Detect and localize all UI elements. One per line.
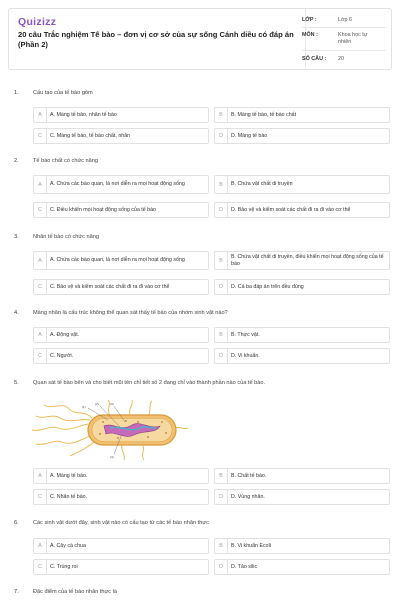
option-letter: C <box>34 349 47 363</box>
meta-divider <box>302 27 386 28</box>
answer-option-c[interactable] <box>33 128 209 144</box>
option-letter: A <box>34 328 47 342</box>
answer-option-a[interactable] <box>33 538 209 554</box>
meta-subject-label: MÔN : <box>302 32 318 38</box>
answer-option-a[interactable] <box>33 468 209 484</box>
option-letter: D <box>215 280 228 294</box>
answer-option-a[interactable] <box>33 175 209 194</box>
question-text: Tế bào chất có chức năng <box>33 158 99 164</box>
meta-grade-value: Lớp 6 <box>338 17 353 23</box>
option-text: C. Màng tế bào, tế bào chất, nhân <box>50 132 131 139</box>
question-text: Quan sát tế bào bên và cho biết mũi tên chỉ tiết số 2 đang chỉ vào thành phần nào của tế bào. <box>33 380 265 386</box>
answer-option-b[interactable] <box>214 468 390 484</box>
option-text: A. Động vật. <box>50 331 80 338</box>
question-number: 3. <box>14 234 19 240</box>
answer-option-c[interactable] <box>33 348 209 364</box>
option-text: C. Trùng roi <box>50 563 78 570</box>
option-letter: B <box>215 539 228 553</box>
answer-option-c[interactable] <box>33 489 209 505</box>
figure-label: (2) <box>95 402 99 406</box>
figure-label: (3) <box>110 402 114 406</box>
option-text: C. Điều khiển mọi hoạt động sống của tế bào <box>50 206 157 213</box>
option-text: A. Chứa các bào quan, là nơi diễn ra mọi hoạt động sống <box>50 181 185 187</box>
answer-option-c[interactable] <box>33 559 209 575</box>
option-letter: B <box>215 252 228 269</box>
option-text: D. Tảo silic <box>231 563 258 570</box>
figure-label: (4) <box>110 455 114 459</box>
meta-count-label: SỐ CÂU : <box>302 56 327 62</box>
option-letter: C <box>34 560 47 574</box>
option-letter: A <box>34 108 47 122</box>
answer-option-a[interactable] <box>33 327 209 343</box>
option-text: C. Người. <box>50 352 74 359</box>
meta-grade-label: LỚP : <box>302 17 317 23</box>
meta-subject-value: Khoa học tự nhiên <box>338 32 368 45</box>
question-number: 2. <box>14 158 19 164</box>
question-text: Màng nhân là cấu trúc không thể quan sát thấy tế bào của nhóm sinh vật nào? <box>33 310 228 316</box>
answer-option-d[interactable] <box>214 128 390 144</box>
answer-option-d[interactable] <box>214 348 390 364</box>
answer-option-b[interactable] <box>214 538 390 554</box>
option-text: A. Màng tế bào. <box>50 472 88 479</box>
answer-option-b[interactable] <box>214 175 390 194</box>
bacteria-cell-figure <box>30 400 190 460</box>
option-text: D. Màng tế bào <box>231 132 268 139</box>
option-letter: D <box>215 560 228 574</box>
option-text: D. Vi khuẩn. <box>231 352 260 359</box>
answer-option-d[interactable] <box>214 559 390 575</box>
option-text: B. Màng tế bào, tế bào chất <box>231 111 297 118</box>
quizizz-logo[interactable]: Quizizz <box>18 16 57 28</box>
option-letter: C <box>34 490 47 504</box>
option-letter: C <box>34 203 47 217</box>
option-text: D. Vùng nhân. <box>231 493 265 500</box>
answer-option-c[interactable] <box>33 202 209 218</box>
option-text: C. Nhân tế bào. <box>50 493 88 500</box>
option-text: A. Chứa các bào quan, là nơi diễn ra mọi hoạt động sống <box>50 257 185 263</box>
option-text: B. Thực vật. <box>231 331 260 338</box>
answer-option-b[interactable] <box>214 107 390 123</box>
figure-label: (1) <box>82 405 86 409</box>
option-letter: A <box>34 252 47 269</box>
option-letter: D <box>215 490 228 504</box>
option-letter: C <box>34 280 47 294</box>
question-text: Cấu tạo của tế bào gồm <box>33 90 93 96</box>
option-letter: D <box>215 203 228 217</box>
option-text: A. Màng tế bào, nhân tế bào <box>50 111 117 118</box>
page-title: 20 câu Trắc nghiệm Tế bào – đơn vị cơ sở của sự sống Cánh diều có đáp án (Phần 2) <box>18 30 294 49</box>
option-letter: B <box>215 469 228 483</box>
question-number: 5. <box>14 380 19 386</box>
option-text: B. Chất tế bào. <box>231 472 267 479</box>
option-text: A. Cây cà chua <box>50 542 86 549</box>
meta-divider <box>302 50 386 51</box>
question-number: 7. <box>14 589 19 595</box>
answer-option-b[interactable] <box>214 327 390 343</box>
answer-option-c[interactable] <box>33 279 209 295</box>
question-number: 1. <box>14 90 19 96</box>
answer-option-d[interactable] <box>214 279 390 295</box>
question-number: 4. <box>14 310 19 316</box>
option-letter: C <box>34 129 47 143</box>
option-letter: B <box>215 108 228 122</box>
option-text: B. Vi khuẩn Ecoli <box>231 542 271 549</box>
option-letter: B <box>215 176 228 193</box>
option-text: B. Chứa vật chất di truyền, điều khiển mọi hoạt động sống của tế bào <box>231 253 384 267</box>
option-letter: D <box>215 129 228 143</box>
option-text: C. Bảo vệ và kiểm soát các chất đi ra đi vào cơ thể <box>50 283 170 290</box>
answer-option-a[interactable] <box>33 251 209 270</box>
option-letter: A <box>34 176 47 193</box>
option-letter: A <box>34 539 47 553</box>
option-letter: D <box>215 349 228 363</box>
question-text: Các sinh vật dưới đây, sinh vật nào có cấu tạo từ các tế bào nhân thực <box>33 520 209 526</box>
answer-option-d[interactable] <box>214 202 390 218</box>
option-letter: B <box>215 328 228 342</box>
option-text: D. Cả ba đáp án trên đều đúng <box>231 283 304 290</box>
option-text: B. Chứa vật chất di truyền <box>231 181 293 187</box>
answer-option-d[interactable] <box>214 489 390 505</box>
answer-option-a[interactable] <box>33 107 209 123</box>
option-letter: A <box>34 469 47 483</box>
answer-option-b[interactable] <box>214 251 390 270</box>
option-text: D. Bảo vệ và kiểm soát các chất đi ra đi vào cơ thể <box>231 206 351 213</box>
question-number: 6. <box>14 520 19 526</box>
question-text: Đặc điểm của tế bào nhân thực là <box>33 589 117 595</box>
meta-count-value: 20 <box>338 56 344 62</box>
question-text: Nhân tế bào có chức năng <box>33 234 99 240</box>
